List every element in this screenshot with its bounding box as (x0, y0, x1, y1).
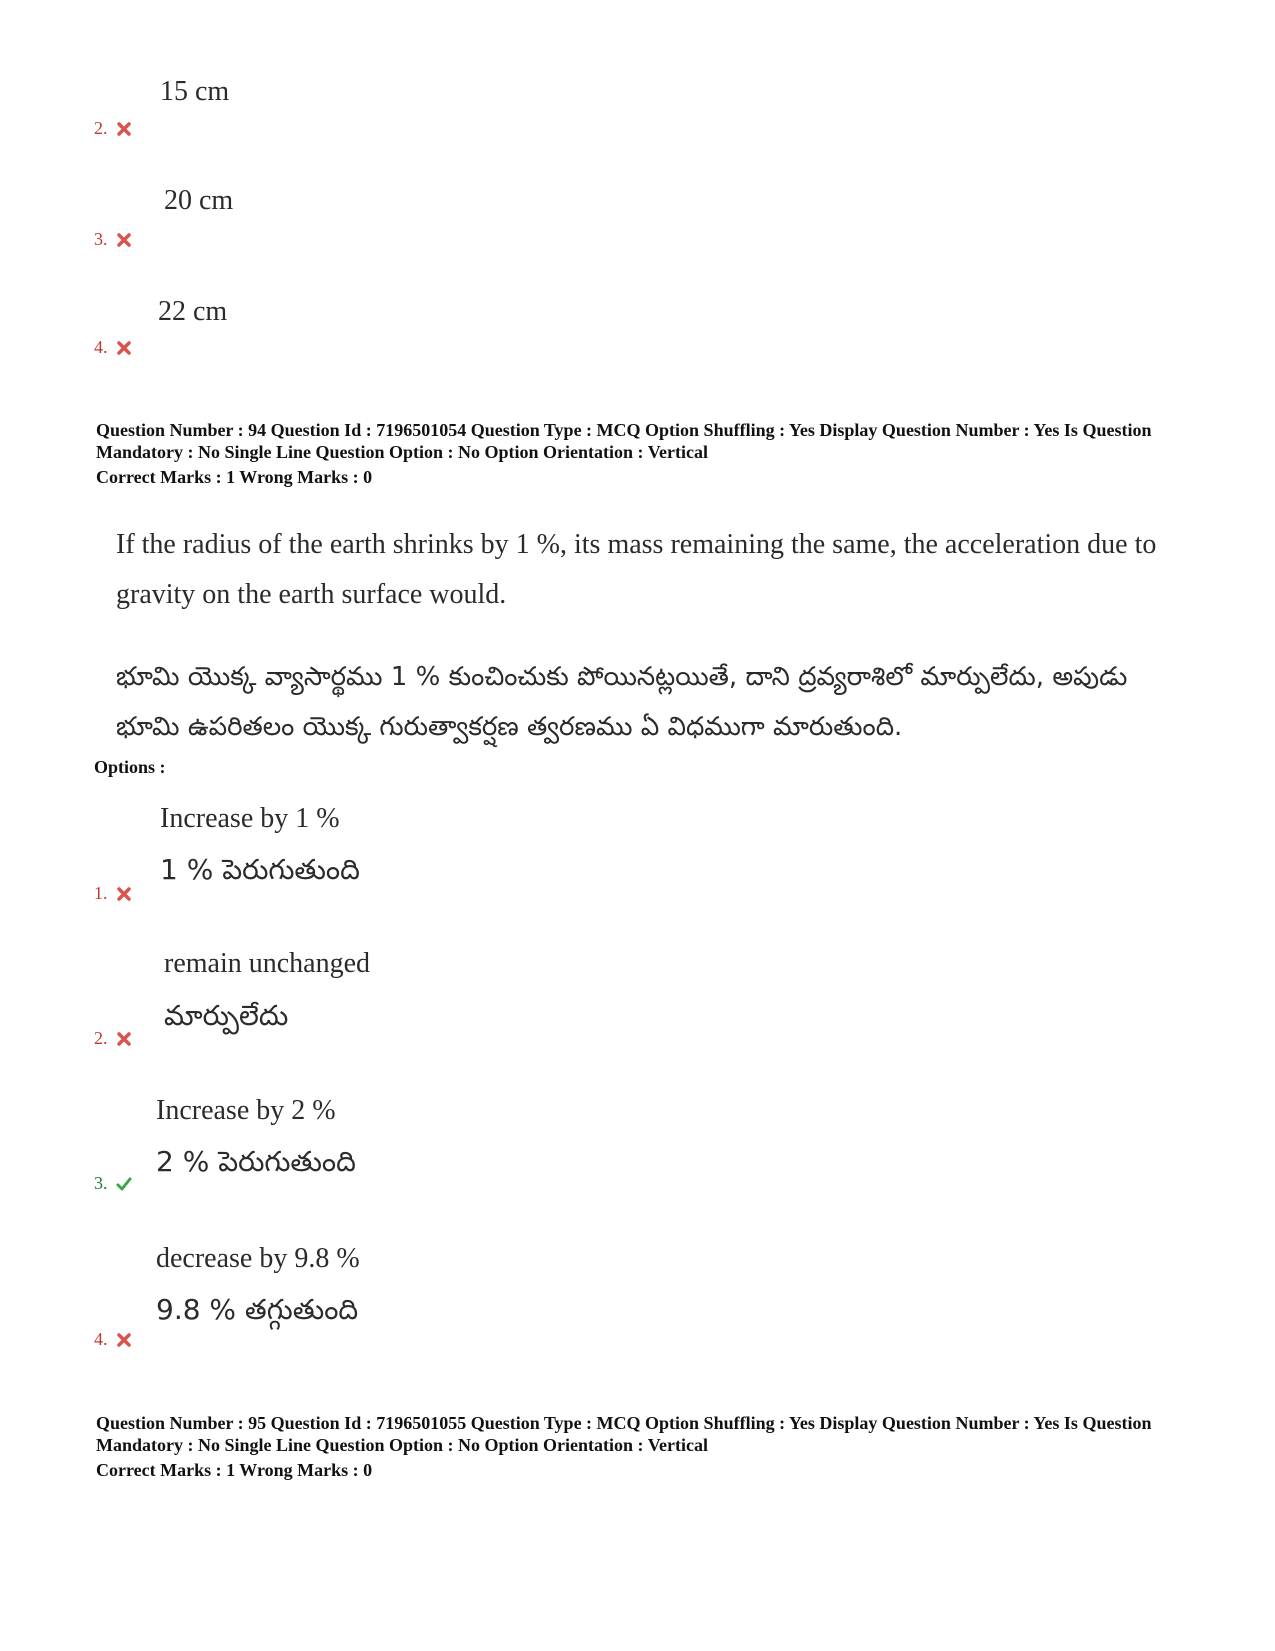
option-number-label: 3. (94, 1173, 108, 1193)
option-text-telugu: మార్పులేదు (164, 999, 289, 1032)
option-number (94, 883, 132, 904)
option-number-label: 3. (94, 229, 108, 249)
cross-icon (116, 232, 132, 248)
option-number-label: 4. (94, 1329, 108, 1349)
option-number (94, 118, 132, 139)
option-number-label: 4. (94, 337, 108, 357)
option-text-telugu: 9.8 % తగ్గుతుంది (156, 1293, 359, 1326)
option-number-label: 1. (94, 883, 108, 903)
question-text-telugu: భూమి యొక్క వ్యాసార్థము 1 % కుంచించుకు పోయినట్లయితే, దాని ద్రవ్యరాశిలో మార్పులేదు, అపుడు భూమి ఉపరితలం యొక్క గురుత్వాకర్షణ త్వరణము ఏ విధముగా మారుతుంది. (116, 662, 1128, 742)
option-text-telugu: 1 % పెరుగుతుంది (160, 853, 360, 886)
cross-icon (116, 340, 132, 356)
option-number (94, 1329, 132, 1350)
question-meta: Question Number : 94 Question Id : 7196501054 Question Type : MCQ Option Shuffling : Yes Display Question Number : Yes Is Question Mandatory : No Single Line Question Option : No Option Orientation : Vertical (96, 420, 1152, 462)
option-number (94, 337, 132, 358)
option-text-english: Increase by 1 % (160, 803, 340, 834)
question-marks: Correct Marks : 1 Wrong Marks : 0 (96, 1460, 373, 1480)
cross-icon (116, 1332, 132, 1348)
option-number-label: 2. (94, 118, 108, 138)
option-number (94, 229, 132, 250)
option-number (94, 1028, 132, 1049)
option-text-telugu: 2 % పెరుగుతుంది (156, 1145, 356, 1178)
option-text: 15 cm (160, 76, 230, 107)
cross-icon (116, 886, 132, 902)
option-number-label: 2. (94, 1028, 108, 1048)
check-icon (116, 1176, 132, 1192)
question-marks: Correct Marks : 1 Wrong Marks : 0 (96, 467, 373, 487)
options-label: Options : (94, 757, 166, 777)
cross-icon (116, 121, 132, 137)
question-meta: Question Number : 95 Question Id : 7196501055 Question Type : MCQ Option Shuffling : Yes Display Question Number : Yes Is Question Mandatory : No Single Line Question Option : No Option Orientation : Vertical (96, 1413, 1152, 1455)
option-number (94, 1173, 132, 1194)
option-text-english: remain unchanged (164, 948, 371, 979)
option-text: 20 cm (164, 185, 234, 216)
option-text: 22 cm (158, 296, 228, 327)
cross-icon (116, 1031, 132, 1047)
option-text-english: Increase by 2 % (156, 1095, 336, 1126)
question-text-english: If the radius of the earth shrinks by 1 %, its mass remaining the same, the acceleration due to gravity on the earth surface would. (116, 529, 1157, 610)
option-text-english: decrease by 9.8 % (156, 1243, 360, 1274)
